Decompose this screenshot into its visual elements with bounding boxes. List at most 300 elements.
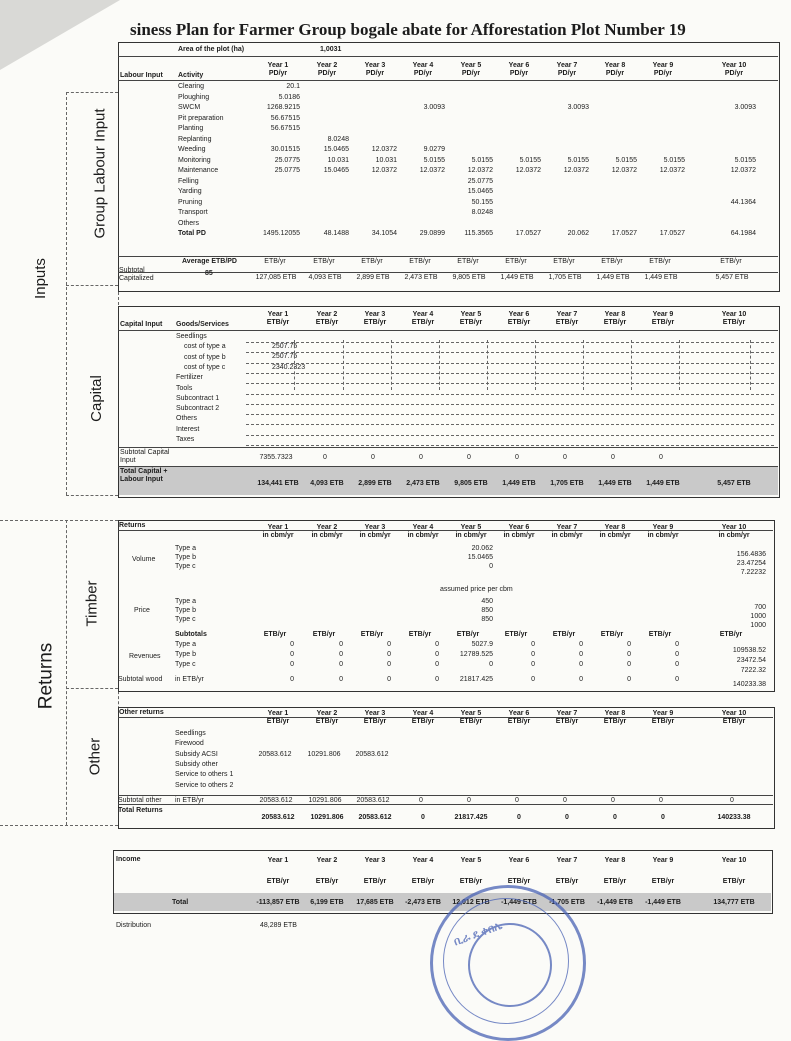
labour-cell: 30.01515 [270,146,300,153]
labour-cell: 12.0372 [611,167,637,174]
income-total-label: Total [172,899,189,906]
year-unit-9: ETB/yr [651,718,675,725]
labour-cell: 12.0372 [515,167,541,174]
labour-cell: 12.0372 [659,167,685,174]
income-unit: ETB/yr [266,878,290,885]
timber-etb-unit: ETB/yr [719,631,743,638]
labour-cell: 10.031 [327,156,349,164]
capital-item-5: Tools [176,384,193,392]
year-unit-4: ETB/yr [411,319,435,326]
timber-etb-unit: ETB/yr [408,631,432,638]
labour-cell: 15.0465 [323,167,349,174]
capital-item-9: Interest [176,425,200,433]
capital-total-value: 2,899 ETB [358,480,392,487]
labour-cell: 25.0775 [274,167,300,174]
year-header-8: Year 8 [604,524,626,531]
income-total-value: -1,705 ETB [549,899,585,906]
year-header-2: Year 2 [316,62,338,69]
income-unit: ETB/yr [603,878,627,885]
labour-cell: 25.0775 [467,177,493,185]
total-returns-value: 21817.425 [454,814,488,821]
revenue-zero: 0 [627,661,631,668]
year-header-6: Year 6 [508,311,530,318]
capital-item-6: Subcontract 1 [176,394,220,402]
revenue-zero: 0 [387,651,391,658]
subtotal-other-value: 0 [515,797,519,804]
year-unit-9: in cbm/yr [647,532,679,539]
revenue-zero: 0 [387,661,391,668]
labour-cell: 5.0155 [734,156,756,164]
year-unit-4: PD/yr [413,70,433,77]
labour-cell: 3.0093 [423,104,445,111]
labour-cell: 5.0186 [278,93,300,101]
labour-cell: 12.0372 [730,167,756,174]
year-header-7: Year 7 [556,311,578,318]
volume-label: Volume [132,556,156,563]
subtotal-other-value: 20583.612 [356,797,390,804]
subsidy-acsi-value: 20583.612 [355,751,389,758]
year-unit-1: ETB/yr [266,319,290,326]
income-year-6: Year 6 [508,857,530,864]
capital-subtotal-zero: 0 [467,454,471,461]
activity-10: Yarding [178,188,202,195]
labour-cell: 17.0527 [659,230,685,237]
labour-subtotal-unit: ETB/yr [409,258,431,265]
timber-etb-unit: ETB/yr [648,631,672,638]
labour-cell: 56.67515 [270,125,300,132]
volume-type: Type a [175,545,197,552]
labour-subtotal-value: 2,899 ETB [356,274,390,281]
timber-etb-unit: ETB/yr [360,631,384,638]
subtotal-wood-zero: 0 [290,676,294,683]
revenue-zero: 0 [627,641,631,648]
income-year-10: Year 10 [721,857,747,864]
official-stamp [430,885,586,1041]
capital-item-10: Taxes [176,436,195,443]
capital-total-value: 2,473 ETB [406,480,440,487]
capital-total-value: 9,805 ETB [454,480,488,487]
total-returns-value: 10291.806 [310,814,344,821]
year-unit-9: PD/yr [653,70,673,77]
revenue-zero: 0 [339,641,343,648]
year-unit-10: ETB/yr [722,718,746,725]
subtotal-wood-unit: in ETB/yr [175,676,204,683]
subtotal-wood-zero: 0 [579,676,583,683]
year-unit-8: ETB/yr [603,319,627,326]
volume-y10: 156.4836 [736,551,766,558]
subtotal-other-value: 0 [659,797,663,804]
labour-cell: 20.1 [286,83,300,90]
labour-cell: 12.0372 [563,167,589,174]
subtotal-wood-y10: 140233.38 [732,681,766,688]
labour-cell: 8.0248 [327,135,349,143]
income-year-8: Year 8 [604,857,626,864]
area-value: 1,0031 [320,46,342,53]
labour-subtotal-value: 127,085 ETB [255,274,297,281]
labour-cell: 15.0465 [323,146,349,153]
year-unit-7: PD/yr [557,70,577,77]
labour-cell: 12.0372 [371,167,397,174]
year-header-8: Year 8 [604,710,626,717]
labour-cell: 15.0465 [467,188,493,195]
labour-cell: 34.1054 [371,230,397,237]
year-header-7: Year 7 [556,524,578,531]
seed-cost-value: 2507.75 [272,343,298,350]
income-unit: ETB/yr [363,878,387,885]
labour-cell: 56.67515 [270,114,300,122]
labour-cell: 1495.12055 [263,230,300,237]
year-header-3: Year 3 [364,524,386,531]
labour-cell: 5.0155 [471,156,493,164]
labour-subtotal-value: 5,457 ETB [715,274,749,281]
timber-etb-unit: ETB/yr [263,631,287,638]
activity-4: Planting [178,125,204,132]
labour-cell: 3.0093 [734,104,756,111]
year-unit-10: ETB/yr [722,319,746,326]
income-total-value: -1,449 ETB [645,899,681,906]
labour-subtotal-value: 2,473 ETB [404,274,438,281]
year-header-7: Year 7 [556,710,578,717]
revenue-zero: 0 [290,651,294,658]
subtotal-other-value: 0 [467,797,471,804]
year-header-1: Year 1 [267,311,289,318]
income-total-value: 17,685 ETB [356,899,394,906]
income-total-value: 134,777 ETB [713,899,755,906]
income-total-value: -1,449 ETB [501,899,537,906]
subtotal-other-value: 0 [419,797,423,804]
year-unit-3: in cbm/yr [359,532,391,539]
labour-cell: 64.1984 [730,230,756,237]
year-unit-2: ETB/yr [315,718,339,725]
revenue-type: Type c [175,661,196,668]
volume-y5: 0 [489,563,493,570]
year-unit-5: PD/yr [461,70,481,77]
revenue-zero: 0 [435,641,439,648]
year-header-5: Year 5 [460,311,482,318]
volume-y10: 23.47254 [736,560,766,567]
returns-header: Returns [119,522,146,529]
capital-total-value: 1,705 ETB [550,480,584,487]
revenue-zero: 0 [531,641,535,648]
folded-corner [0,0,120,70]
income-year-5: Year 5 [460,857,482,864]
revenue-zero: 0 [579,641,583,648]
labour-cell: 17.0527 [515,230,541,237]
year-unit-7: ETB/yr [555,319,579,326]
timber-etb-unit: ETB/yr [504,631,528,638]
labour-subtotal-value: 1,449 ETB [644,274,678,281]
other-item-0: Seedlings [175,730,206,737]
revenue-zero: 0 [339,651,343,658]
revenue-y10: 7222.32 [740,667,766,674]
seed-cost-value: 2340.2323 [272,363,306,371]
timber-etb-unit: ETB/yr [456,631,480,638]
subtotal-wood-zero: 0 [627,676,631,683]
year-unit-1: in cbm/yr [262,532,294,539]
other-item-1: Firewood [175,740,204,748]
distribution-label: Distribution [116,922,152,929]
labour-cell: 10.031 [375,156,397,164]
price-type: Type a [175,598,197,605]
revenue-zero: 0 [339,661,343,668]
labour-cell: 9.0279 [423,146,445,153]
income-year-2: Year 2 [316,857,338,864]
year-header-2: Year 2 [316,524,338,531]
goods-services-label: Goods/Services [176,321,229,328]
year-header-5: Year 5 [460,524,482,531]
price-y10: 1000 [750,622,766,629]
capital-subtotal-zero: 0 [323,454,327,461]
year-unit-8: ETB/yr [603,718,627,725]
avg-etb-value: 85 [205,270,213,277]
year-header-7: Year 7 [556,62,578,69]
activity-9: Felling [178,177,199,185]
revenue-zero: 0 [435,651,439,658]
revenue-zero: 0 [387,641,391,648]
subtotal-wood-y5: 21817.425 [459,676,493,683]
year-header-10: Year 10 [721,311,747,318]
revenue-zero: 0 [627,651,631,658]
area-label: Area of the plot (ha) [178,46,245,53]
price-label: Price [134,607,150,614]
labour-cell: 5.0155 [519,156,541,164]
capital-subtotal-label: Subtotal Capital Input [120,449,170,464]
capital-total-value: 1,449 ETB [646,480,680,487]
labour-subtotal-value: 4,093 ETB [308,274,342,281]
total-returns-value: 20583.612 [358,814,392,821]
labour-cell: 12.0372 [371,146,397,153]
year-unit-5: in cbm/yr [455,532,487,539]
year-header-4: Year 4 [412,710,434,717]
capital-subtotal-y1: 7355.7323 [259,454,293,461]
income-total-value: -2,473 ETB [405,899,441,906]
capital-subtotal-zero: 0 [419,454,423,461]
subtotal-wood-zero: 0 [387,676,391,683]
revenue-y5: 0 [489,661,493,668]
income-unit: ETB/yr [507,878,531,885]
year-header-9: Year 9 [652,524,674,531]
income-unit: ETB/yr [411,878,435,885]
labour-subtotal-unit: ETB/yr [361,258,383,265]
subtotal-wood-zero: 0 [675,676,679,683]
activity-7: Monitoring [178,156,211,164]
revenue-zero: 0 [579,651,583,658]
volume-type: Type b [175,554,197,561]
year-unit-1: ETB/yr [266,718,290,725]
year-header-2: Year 2 [316,710,338,717]
year-unit-4: ETB/yr [411,718,435,725]
subtotal-other-value: 20583.612 [259,797,293,804]
labour-cell: 48.1488 [323,230,349,237]
group-labour-label: Group Labour Input [91,108,109,239]
revenue-zero: 0 [531,651,535,658]
capital-item-4: Fertilizer [176,374,203,382]
labour-subtotal-unit: ETB/yr [457,258,479,265]
activity-5: Replanting [178,135,212,143]
labour-cell: 12.0372 [467,167,493,174]
subtotal-wood-label: Subtotal wood [118,676,163,683]
total-capital-labour-label: Total Capital + Labour Input [120,468,168,483]
year-unit-2: in cbm/yr [311,532,343,539]
subtotal-other-label: Subtotal other [118,797,162,804]
capital-subtotal-zero: 0 [563,454,567,461]
price-type: Type c [175,616,196,623]
total-returns-value: 0 [661,814,665,821]
activity-3: Pit preparation [178,114,224,122]
year-header-4: Year 4 [412,311,434,318]
revenues-label: Revenues [129,653,161,660]
year-header-9: Year 9 [652,62,674,69]
capital-item-2: cost of type b [184,353,226,361]
year-header-10: Year 10 [721,710,747,717]
labour-subtotal-value: 1,449 ETB [500,274,534,281]
subsidy-acsi-value: 20583.612 [258,751,292,758]
price-y10: 1000 [750,613,766,620]
year-unit-6: ETB/yr [507,718,531,725]
year-unit-3: ETB/yr [363,718,387,725]
year-unit-6: PD/yr [509,70,529,77]
year-header-1: Year 1 [267,524,289,531]
year-header-4: Year 4 [412,524,434,531]
year-unit-9: ETB/yr [651,319,675,326]
labour-subtotal-value: 9,805 ETB [452,274,486,281]
activity-6: Weeding [178,146,206,153]
year-unit-10: PD/yr [724,70,744,77]
other-item-5: Service to others 2 [175,781,234,789]
revenue-zero: 0 [675,651,679,658]
revenue-zero: 0 [435,661,439,668]
labour-cell: 12.0372 [419,167,445,174]
year-header-5: Year 5 [460,62,482,69]
labour-cell: 1268.9215 [266,104,300,111]
year-unit-3: PD/yr [365,70,385,77]
subtotal-other-value: 10291.806 [308,797,342,804]
year-header-9: Year 9 [652,710,674,717]
year-header-10: Year 10 [721,524,747,531]
price-type: Type b [175,607,197,614]
activity-2: SWCM [178,104,201,111]
capital-item-7: Subcontract 2 [176,405,220,413]
stamp-text: ቢራ ደ ቀበሌ [452,919,504,949]
year-unit-1: PD/yr [268,70,288,77]
other-item-3: Subsidy other [175,760,218,768]
activity-0: Clearing [178,83,205,90]
revenue-zero: 0 [290,661,294,668]
year-header-8: Year 8 [604,311,626,318]
subtotal-other-unit: in ETB/yr [175,797,204,804]
income-unit: ETB/yr [459,878,483,885]
labour-cell: 8.0248 [471,209,493,216]
activity-12: Transport [178,209,208,216]
year-unit-8: PD/yr [605,70,625,77]
activity-label: Activity [178,72,204,79]
capital-total-value: 4,093 ETB [310,480,344,487]
timber-etb-unit: ETB/yr [312,631,336,638]
capital-item-8: Others [176,415,198,423]
year-header-5: Year 5 [460,710,482,717]
other-label: Other [86,737,104,776]
income-year-1: Year 1 [267,857,289,864]
other-item-4: Service to others 1 [175,771,234,779]
labour-cell: 5.0155 [615,156,637,164]
subtotal-other-value: 0 [730,797,734,804]
subsidy-acsi-value: 10291.806 [307,751,341,758]
page-title: siness Plan for Farmer Group bogale abate for Afforestation Plot Number 19 [130,20,686,39]
year-header-3: Year 3 [364,62,386,69]
year-header-10: Year 10 [721,62,747,69]
year-unit-7: ETB/yr [555,718,579,725]
assumed-price-label: assumed price per cbm [440,586,513,593]
year-unit-5: ETB/yr [459,319,483,326]
labour-cell: 115.3565 [464,230,493,237]
revenue-zero: 0 [675,661,679,668]
inputs-label: Inputs [31,258,49,299]
labour-subtotal-value: 1,705 ETB [548,274,582,281]
activity-1: Ploughing [178,93,210,101]
year-header-1: Year 1 [267,710,289,717]
labour-subtotal-unit: ETB/yr [505,258,527,265]
capital-input-label: Capital Input [120,321,163,328]
timber-label: Timber [83,580,101,627]
year-unit-4: in cbm/yr [407,532,439,539]
capital-label: Capital [87,375,105,422]
year-unit-2: PD/yr [317,70,337,77]
revenue-y10: 109538.52 [732,647,766,654]
labour-subtotal-unit: ETB/yr [264,258,286,265]
year-header-3: Year 3 [364,710,386,717]
total-returns-value: 0 [421,814,425,821]
income-total-value: -1,449 ETB [597,899,633,906]
total-returns-value: 140233.38 [717,814,751,821]
revenue-y5: 5027.9 [471,641,493,648]
revenue-type: Type a [175,641,197,648]
revenue-type: Type b [175,651,197,658]
year-unit-8: in cbm/yr [599,532,631,539]
activity-8: Maintenance [178,167,219,174]
price-y5: 450 [481,598,493,605]
year-header-2: Year 2 [316,311,338,318]
income-label: Income [116,856,141,863]
seed-cost-value: 2507.75 [272,353,298,361]
total-returns-value: 0 [565,814,569,821]
labour-cell: 5.0155 [663,156,685,164]
income-total-value: 12,012 ETB [452,899,490,906]
year-header-6: Year 6 [508,524,530,531]
volume-y5: 15.0465 [467,554,493,561]
capital-item-0: Seedlings [176,333,207,340]
year-unit-5: ETB/yr [459,718,483,725]
capital-subtotal-zero: 0 [659,454,663,461]
capital-item-3: cost of type c [184,363,226,371]
volume-type: Type c [175,563,196,570]
capital-total-value: 134,441 ETB [257,480,299,487]
subtotal-wood-zero: 0 [435,676,439,683]
labour-subtotal-unit: ETB/yr [720,258,742,265]
income-unit: ETB/yr [315,878,339,885]
revenue-zero: 0 [675,641,679,648]
labour-cell: 29.0899 [419,230,445,237]
volume-y5: 20.062 [471,545,493,552]
year-unit-6: in cbm/yr [503,532,535,539]
labour-subtotal-unit: ETB/yr [553,258,575,265]
income-year-3: Year 3 [364,857,386,864]
income-year-7: Year 7 [556,857,578,864]
timber-etb-unit: ETB/yr [600,631,624,638]
activity-11: Pruning [178,198,203,206]
labour-cell: 5.0155 [423,156,445,164]
price-y5: 850 [481,616,493,623]
year-header-1: Year 1 [267,62,289,69]
